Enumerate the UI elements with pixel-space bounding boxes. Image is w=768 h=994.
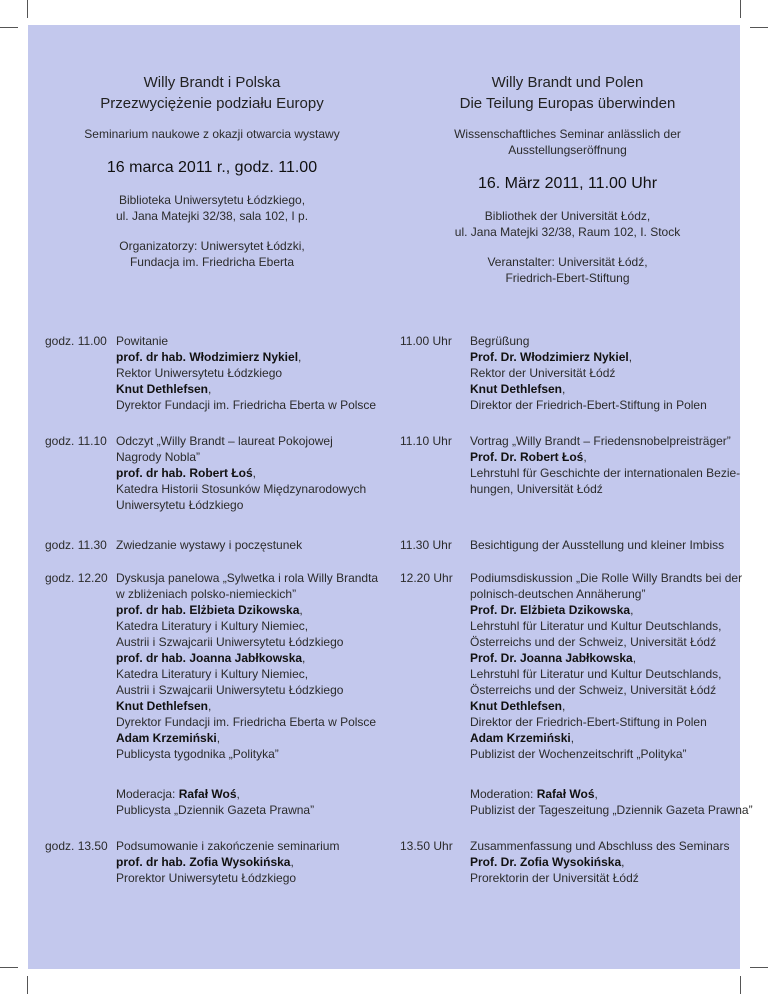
schedule-row xyxy=(45,570,378,762)
schedule-line xyxy=(470,870,729,886)
schedule-row xyxy=(400,570,742,762)
schedule-line xyxy=(470,602,742,618)
line-suffix: , xyxy=(570,731,575,745)
schedule-line xyxy=(116,333,376,349)
schedule-time: 12.20 Uhr xyxy=(400,571,453,585)
line-text: Prorektor Uniwersytetu Łódzkiego xyxy=(116,871,297,885)
schedule-line xyxy=(116,802,314,818)
crop-mark xyxy=(27,0,28,18)
schedule-time: 13.50 Uhr xyxy=(400,839,453,853)
schedule-details xyxy=(470,570,742,762)
schedule-row xyxy=(45,537,302,553)
line-suffix: , xyxy=(298,350,302,364)
venue-de-1: Bibliothek der Universität Łódz, xyxy=(484,209,651,223)
person-name: Prof. Dr. Włodzimierz Nykiel xyxy=(470,350,629,364)
line-text: Direktor der Friedrich-Ebert-Stiftung in Polen xyxy=(470,398,707,412)
schedule-row xyxy=(45,333,376,413)
line-text: Odczyt „Willy Brandt – laureat Pokojowej xyxy=(116,434,333,448)
schedule-line xyxy=(470,666,742,682)
line-text: Katedra Literatury i Kultury Niemiec, xyxy=(116,667,309,681)
schedule-line xyxy=(470,714,742,730)
line-suffix: , xyxy=(594,787,598,801)
schedule-line xyxy=(116,634,378,650)
schedule-line xyxy=(470,349,707,365)
schedule-line xyxy=(470,650,742,666)
schedule-time: godz. 13.50 xyxy=(45,839,108,853)
schedule-row xyxy=(400,838,729,886)
schedule-line xyxy=(116,618,378,634)
title-de-1: Willy Brandt und Polen xyxy=(491,74,644,91)
schedule-row xyxy=(400,333,707,413)
line-text: Dyrektor Fundacji im. Friedricha Eberta w Polsce xyxy=(116,715,377,729)
schedule-time: godz. 11.10 xyxy=(45,434,107,448)
schedule-line xyxy=(470,481,740,497)
schedule-line xyxy=(470,838,729,854)
line-prefix: Moderacja: xyxy=(116,787,179,801)
line-text: Prorektorin der Universität Łódź xyxy=(470,871,639,885)
schedule-line xyxy=(470,333,707,349)
title-pl-1: Willy Brandt i Polska xyxy=(143,74,281,91)
schedule-line xyxy=(116,497,366,513)
line-text: Direktor der Friedrich-Ebert-Stiftung in Polen xyxy=(470,715,707,729)
organizers-pl-1: Organizatorzy: Uniwersytet Łódzki, xyxy=(119,239,305,253)
schedule-details xyxy=(470,838,729,886)
schedule-row xyxy=(45,786,314,818)
line-suffix: , xyxy=(632,651,637,665)
schedule-line xyxy=(116,465,366,481)
schedule-time: 11.30 Uhr xyxy=(400,538,452,552)
crop-mark xyxy=(27,976,28,994)
schedule-line xyxy=(470,618,742,634)
venue-pl-2: ul. Jana Matejki 32/38, sala 102, I p. xyxy=(115,209,309,223)
line-text: Begrüßung xyxy=(470,334,530,348)
line-suffix: , xyxy=(208,699,212,713)
schedule-line xyxy=(116,870,339,886)
line-prefix: Moderation: xyxy=(470,787,537,801)
line-suffix: , xyxy=(562,382,566,396)
person-name: Adam Krzemiński xyxy=(470,731,571,745)
schedule-time xyxy=(45,786,115,818)
subtitle-pl: Seminarium naukowe z okazji otwarcia wystawy xyxy=(84,127,340,141)
header-pl xyxy=(62,72,362,270)
schedule-time: godz. 11.00 xyxy=(45,334,107,348)
organizers-de-1: Veranstalter: Universität Łódź, xyxy=(487,255,648,269)
line-text: hungen, Universität Łódź xyxy=(470,482,603,496)
line-suffix: , xyxy=(302,651,306,665)
title-pl-2: Przezwyciężenie podziału Europy xyxy=(100,95,324,112)
line-text: Österreichs und der Schweiz, Universität Łódź xyxy=(470,635,717,649)
schedule-details xyxy=(116,570,378,762)
schedule-line xyxy=(116,854,339,870)
line-text: Powitanie xyxy=(116,334,169,348)
schedule-line xyxy=(116,537,302,553)
line-text: Nagrody Nobla” xyxy=(116,450,201,464)
line-text: Zusammenfassung und Abschluss des Seminars xyxy=(470,839,730,853)
schedule-line xyxy=(116,433,366,449)
schedule-details xyxy=(470,786,753,818)
schedule-line xyxy=(116,397,376,413)
schedule-line xyxy=(116,570,378,586)
person-name: Rafał Woś xyxy=(536,787,595,801)
schedule-line xyxy=(116,730,378,746)
line-text: Publizist der Wochenzeitschrift „Polityka” xyxy=(470,747,687,761)
line-suffix: , xyxy=(628,350,633,364)
schedule-line xyxy=(116,746,378,762)
person-name: Knut Dethlefsen xyxy=(470,382,563,396)
schedule-details xyxy=(116,838,339,886)
schedule-line xyxy=(470,786,753,802)
line-text: Dyskusja panelowa „Sylwetka i rola Willy Brandta xyxy=(116,571,379,585)
schedule-line xyxy=(116,365,376,381)
person-name: Adam Krzemiński xyxy=(116,731,217,745)
schedule-line xyxy=(470,730,742,746)
person-name: Knut Dethlefsen xyxy=(116,382,209,396)
line-suffix: , xyxy=(630,603,634,617)
schedule-line xyxy=(470,365,707,381)
schedule-details xyxy=(116,433,366,513)
line-text: polnisch-deutschen Annäherung” xyxy=(470,587,646,601)
schedule-line xyxy=(470,634,742,650)
line-text: Zwiedzanie wystawy i poczęstunek xyxy=(116,538,303,552)
schedule-line xyxy=(116,698,378,714)
person-name: Prof. Dr. Elżbieta Dzikowska xyxy=(470,603,631,617)
crop-mark xyxy=(750,27,768,28)
person-name: prof. dr hab. Elżbieta Dzikowska xyxy=(116,603,300,617)
line-text: Lehrstuhl für Literatur und Kultur Deutschlands, xyxy=(470,667,722,681)
schedule-line xyxy=(470,746,742,762)
schedule-row xyxy=(400,433,740,497)
schedule-line xyxy=(470,854,729,870)
schedule-row xyxy=(45,838,339,886)
person-name: Rafał Woś xyxy=(178,787,237,801)
line-text: Katedra Historii Stosunków Międzynarodowych xyxy=(116,482,367,496)
person-name: prof. dr hab. Zofia Wysokińska xyxy=(116,855,291,869)
schedule-line xyxy=(116,786,314,802)
line-suffix: , xyxy=(216,731,221,745)
schedule-details xyxy=(470,433,740,497)
schedule-line xyxy=(470,570,742,586)
line-suffix: , xyxy=(290,855,294,869)
line-text: w zbliżeniach polsko-niemieckich” xyxy=(116,587,297,601)
header-de xyxy=(395,72,740,286)
crop-mark xyxy=(750,967,768,968)
schedule-time: 11.00 Uhr xyxy=(400,334,452,348)
schedule-line xyxy=(470,802,753,818)
person-name: prof. dr hab. Włodzimierz Nykiel xyxy=(116,350,299,364)
schedule-line xyxy=(470,433,740,449)
line-text: Austrii i Szwajcarii Uniwersytetu Łódzkiego xyxy=(116,683,344,697)
schedule-time: godz. 11.30 xyxy=(45,538,107,552)
schedule-line xyxy=(116,650,378,666)
line-text: Dyrektor Fundacji im. Friedricha Eberta w Polsce xyxy=(116,398,377,412)
schedule-line xyxy=(116,449,366,465)
schedule-line xyxy=(116,602,378,618)
organizers-de-2: Friedrich-Ebert-Stiftung xyxy=(505,271,630,285)
line-text: Rektor Uniwersytetu Łódzkiego xyxy=(116,366,283,380)
schedule-line xyxy=(116,838,339,854)
person-name: Prof. Dr. Zofia Wysokińska xyxy=(470,855,622,869)
line-text: Podsumowanie i zakończenie seminarium xyxy=(116,839,340,853)
line-text: Lehrstuhl für Literatur und Kultur Deutschlands, xyxy=(470,619,722,633)
schedule-row xyxy=(400,537,724,553)
schedule-line xyxy=(470,381,707,397)
schedule-line xyxy=(116,586,378,602)
schedule-line xyxy=(116,666,378,682)
schedule-line xyxy=(470,465,740,481)
line-suffix: , xyxy=(208,382,212,396)
schedule-time xyxy=(400,786,466,818)
line-text: Publicysta tygodnika „Polityka” xyxy=(116,747,279,761)
crop-mark xyxy=(740,976,741,994)
person-name: prof. dr hab. Robert Łoś xyxy=(116,466,253,480)
line-text: Österreichs und der Schweiz, Universität Łódź xyxy=(470,683,717,697)
venue-de-2: ul. Jana Matejki 32/38, Raum 102, I. Stock xyxy=(454,225,681,239)
line-text: Vortrag „Willy Brandt – Friedensnobelpreisträger” xyxy=(470,434,731,448)
line-text: Besichtigung der Ausstellung und kleiner Imbiss xyxy=(470,538,725,552)
line-text: Publicysta „Dziennik Gazeta Prawna” xyxy=(116,803,315,817)
person-name: Knut Dethlefsen xyxy=(116,699,209,713)
line-suffix: , xyxy=(583,450,587,464)
person-name: prof. dr hab. Joanna Jabłkowska xyxy=(116,651,303,665)
date-de: 16. März 2011, 11.00 Uhr xyxy=(477,175,658,192)
schedule-details xyxy=(470,537,724,553)
subtitle-de: Wissenschaftliches Seminar anlässlich der Ausstellungseröffnung xyxy=(454,127,681,157)
schedule-time: godz. 12.20 xyxy=(45,571,108,585)
schedule-line xyxy=(116,381,376,397)
line-text: Uniwersytetu Łódzkiego xyxy=(116,498,244,512)
schedule-time: 11.10 Uhr xyxy=(400,434,452,448)
schedule-row xyxy=(400,786,753,818)
schedule-line xyxy=(116,714,378,730)
date-pl: 16 marca 2011 r., godz. 11.00 xyxy=(106,159,318,176)
crop-mark xyxy=(0,27,18,28)
line-suffix: , xyxy=(299,603,303,617)
schedule-details xyxy=(116,333,376,413)
schedule-details xyxy=(470,333,707,413)
line-suffix: , xyxy=(236,787,240,801)
schedule-line xyxy=(470,682,742,698)
crop-mark xyxy=(0,967,18,968)
person-name: Prof. Dr. Joanna Jabłkowska xyxy=(470,651,633,665)
line-text: Rektor der Universität Łódź xyxy=(470,366,616,380)
schedule-line xyxy=(470,586,742,602)
title-de-2: Die Teilung Europas überwinden xyxy=(459,95,676,112)
schedule-line xyxy=(116,349,376,365)
schedule-line xyxy=(116,682,378,698)
schedule-row xyxy=(45,433,366,513)
line-text: Austrii i Szwajcarii Uniwersytetu Łódzkiego xyxy=(116,635,344,649)
person-name: Prof. Dr. Robert Łoś xyxy=(470,450,584,464)
line-text: Podiumsdiskussion „Die Rolle Willy Brandts bei der xyxy=(470,571,743,585)
organizers-pl-2: Fundacja im. Friedricha Eberta xyxy=(129,255,295,269)
line-suffix: , xyxy=(252,466,257,480)
schedule-details xyxy=(116,786,314,818)
schedule-line xyxy=(470,397,707,413)
schedule-line xyxy=(470,449,740,465)
venue-pl-1: Biblioteka Uniwersytetu Łódzkiego, xyxy=(118,193,306,207)
line-text: Lehrstuhl für Geschichte der internationalen Bezie- xyxy=(470,466,741,480)
line-suffix: , xyxy=(621,855,625,869)
schedule-details xyxy=(116,537,302,553)
schedule-line xyxy=(470,537,724,553)
line-suffix: , xyxy=(562,699,566,713)
line-text: Publizist der Tageszeitung „Dziennik Gazeta Prawna” xyxy=(470,803,753,817)
person-name: Knut Dethlefsen xyxy=(470,699,563,713)
schedule-line xyxy=(470,698,742,714)
schedule-line xyxy=(116,481,366,497)
line-text: Katedra Literatury i Kultury Niemiec, xyxy=(116,619,309,633)
crop-mark xyxy=(740,0,741,18)
